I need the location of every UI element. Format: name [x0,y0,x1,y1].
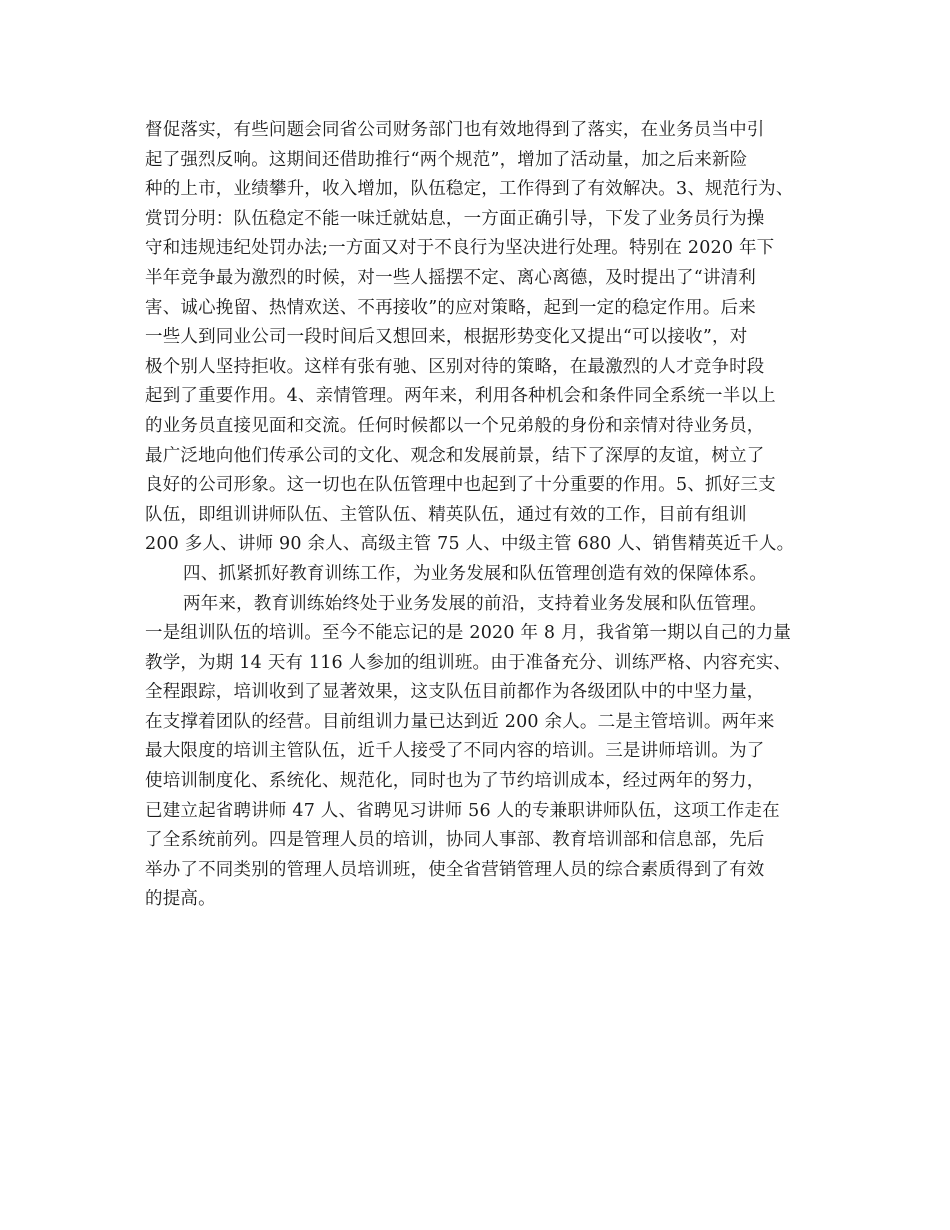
text-line: 一是组训队伍的培训。至今不能忘记的是 2020 年 8 月，我省第一期以自己的力量 [145,623,792,644]
text-line: 起了强烈反响。这期间还借助推行“两个规范”，增加了活动量，加之后来新险 [145,149,748,170]
text-line: 教学，为期 14 天有 116 人参加的组训班。由于准备充分、训练严格、内容充实、 [145,652,792,673]
text-line: 全程跟踪，培训收到了显著效果，这支队伍目前都作为各级团队中的中坚力量， [145,682,765,703]
text-line: 的提高。 [145,889,216,910]
body-text [145,116,815,915]
text-line: 最广泛地向他们传承公司的文化、观念和发展前景，结下了深厚的友谊，树立了 [145,445,765,466]
text-line: 使培训制度化、系统化、规范化，同时也为了节约培训成本，经过两年的努力， [145,771,765,792]
text-line: 害、诚心挽留、热情欢送、不再接收”的应对策略，起到一定的稳定作用。后来 [145,297,756,318]
text-line: 了全系统前列。四是管理人员的培训，协同人事部、教育培训部和信息部，先后 [145,830,765,851]
text-line: 200 多人、讲师 90 余人、高级主管 75 人、中级主管 680 人、销售精英近千人。 [145,534,795,555]
text-line: 守和违规违纪处罚办法;一方面又对于不良行为坚决进行处理。特别在 2020 年下 [145,238,775,259]
text-line: 良好的公司形象。这一切也在队伍管理中也起到了十分重要的作用。5、抓好三支 [145,475,776,496]
paragraph-first-line: 四、抓紧抓好教育训练工作，为业务发展和队伍管理创造有效的保障体系。 [183,563,768,584]
text-line: 督促落实，有些问题会同省公司财务部门也有效地得到了落实，在业务员当中引 [145,120,765,140]
text-line: 最大限度的培训主管队伍，近千人接受了不同内容的培训。三是讲师培训。为了 [145,741,765,762]
text-line: 极个别人坚持拒收。这样有张有驰、区别对待的策略，在最激烈的人才竞争时段 [145,356,765,377]
text-line: 在支撑着团队的经营。目前组训力量已达到近 200 余人。二是主管培训。两年来 [145,711,775,732]
text-line: 半年竞争最为激烈的时候，对一些人摇摆不定、离心离德，及时提出了“讲清利 [145,267,756,288]
text-line: 已建立起省聘讲师 47 人、省聘见习讲师 56 人的专兼职讲师队伍，这项工作走在 [145,800,780,821]
text-line: 一些人到同业公司一段时间后又想回来，根据形势变化又提出“可以接收”，对 [145,327,748,348]
text-line: 起到了重要作用。4、亲情管理。两年来，利用各种机会和条件同全系统一半以上 [145,386,776,407]
text-line: 举办了不同类别的管理人员培训班，使全省营销管理人员的综合素质得到了有效 [145,859,765,880]
paragraph-first-line: 两年来，教育训练始终处于业务发展的前沿，支持着业务发展和队伍管理。 [183,593,768,614]
text-line: 队伍，即组训讲师队伍、主管队伍、精英队伍，通过有效的工作，目前有组训 [145,504,747,525]
text-line: 的业务员直接见面和交流。任何时候都以一个兄弟般的身份和亲情对待业务员， [145,415,765,436]
text-line: 种的上市，业绩攀升，收入增加，队伍稳定，工作得到了有效解决。3、规范行为、 [145,179,794,200]
text-line: 赏罚分明：队伍稳定不能一味迁就姑息，一方面正确引导，下发了业务员行为操 [145,208,765,229]
